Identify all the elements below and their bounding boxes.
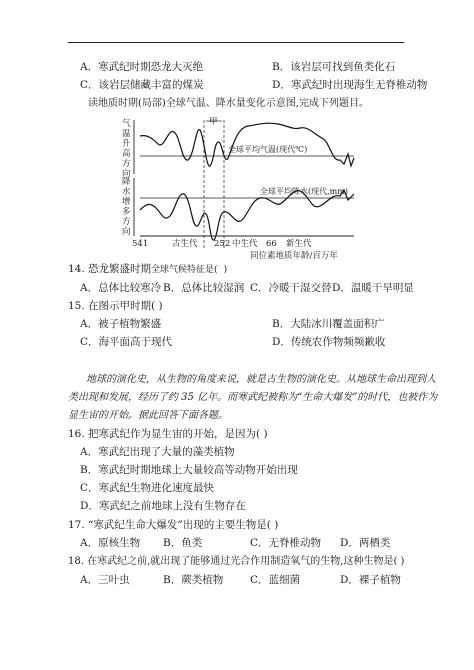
figure-intro: 读地质时期(局部)全球气温、降水量变化示意图,完成下列题目。 xyxy=(88,98,369,109)
q15-stem: 15. 在图示甲时期( ) xyxy=(68,300,163,312)
q16-option-c: C．寒武纪生物进化速度最快 xyxy=(80,482,215,494)
q18-option-a: A．三叶虫 xyxy=(80,574,130,586)
climate-change-figure xyxy=(118,114,364,262)
svg-text:温: 温 xyxy=(122,129,131,139)
svg-text:向: 向 xyxy=(122,169,131,179)
svg-text:方: 方 xyxy=(122,217,131,227)
q14-option-c: C．冷暖干湿交替 xyxy=(250,282,332,294)
q17-stem: 17. “寒武纪生命大爆发”出现的主要生物是( ) xyxy=(68,519,279,531)
tick-252: 252 xyxy=(214,239,231,249)
precip-caption: 全球平均降水(现代,mm) xyxy=(260,187,348,196)
q17-option-a: A．原核生物 xyxy=(80,537,141,549)
q14-stem: 14. 恐龙繁盛时期全球气候特征是( ) xyxy=(68,263,228,275)
temp-caption: 全球平均气温(现代℃) xyxy=(228,145,308,154)
q17-option-d: D．两栖类 xyxy=(340,537,391,549)
tick-541: 541 xyxy=(132,239,149,249)
precipitation-curve xyxy=(140,190,354,240)
temp-axis-label xyxy=(122,118,131,179)
svg-text:向: 向 xyxy=(122,227,131,237)
q18-option-c: C．蓝细菌 xyxy=(250,574,301,586)
q14-option-b: B．总体比较湿润 xyxy=(163,282,245,294)
svg-text:水: 水 xyxy=(122,187,131,197)
svg-text:高: 高 xyxy=(122,149,131,159)
passage-line-3: 显生宙的开始。据此回答下面各题。 xyxy=(68,410,228,421)
era-paleozoic: 古生代 xyxy=(172,239,198,249)
svg-text:方: 方 xyxy=(122,159,131,169)
q13-option-b: B．该岩层可找到鱼类化石 xyxy=(272,61,396,73)
svg-text:多: 多 xyxy=(122,207,131,217)
q13-option-a: A．寒武纪时期恐龙大灭绝 xyxy=(80,61,204,73)
q15-option-b: B．大陆冰川覆盖面积广 xyxy=(272,318,385,330)
q15-option-c: C．海平面高于现代 xyxy=(80,336,173,348)
q14-option-d: D．温暖干旱明显 xyxy=(332,282,414,294)
q13-option-c: C．该岩层储藏丰富的煤炭 xyxy=(80,79,204,91)
era-cenozoic: 新生代 xyxy=(286,239,312,249)
svg-text:气: 气 xyxy=(122,119,131,129)
svg-text:增: 增 xyxy=(122,197,131,207)
q18-stem: 18. 在寒武纪之前,就出现了能够通过光合作用制造氧气的生物,这种生物是( ) xyxy=(68,556,405,567)
header-rule xyxy=(68,42,404,43)
q13-option-d: D．寒武纪时出现海生无脊椎动物 xyxy=(272,79,428,91)
passage-line-1: 地球的演化史，从生物的角度来说，就是古生物的演化史。从地球生命出现到人 xyxy=(86,374,436,385)
q16-option-d: D．寒武纪之前地球上没有生物存在 xyxy=(80,500,246,512)
q16-option-a: A．寒武纪出现了大量的藻类植物 xyxy=(80,446,235,458)
q15-option-d: D．传统农作物频频歉收 xyxy=(272,336,386,348)
precip-axis-label xyxy=(122,176,131,237)
svg-text:降: 降 xyxy=(122,177,131,187)
jia-label: 甲 xyxy=(209,117,218,127)
q18-option-d: D．裸子植物 xyxy=(340,574,401,586)
q16-stem: 16. 把寒武纪作为显生宙的开始，是因为( ) xyxy=(68,428,268,440)
q17-option-b: B．鱼类 xyxy=(163,537,203,549)
q17-option-c: C．无脊椎动物 xyxy=(250,537,322,549)
tick-66: 66 xyxy=(266,239,277,249)
passage-line-2: 类出现和发展，经历了约 35 亿年。而寒武纪被称为“生命大爆发”的时代，也被作为 xyxy=(68,392,438,403)
svg-text:升: 升 xyxy=(122,139,131,149)
time-axis-label: 同位素地质年龄/百万年 xyxy=(250,251,338,261)
q15-option-a: A．被子植物繁盛 xyxy=(80,318,162,330)
era-mesozoic: 中生代 xyxy=(232,239,258,249)
q18-option-b: B．蕨类植物 xyxy=(163,574,224,586)
q16-option-b: B．寒武纪时期地球上大量较高等动物开始出现 xyxy=(80,464,298,476)
q14-option-a: A．总体比较寒冷 xyxy=(80,282,162,294)
